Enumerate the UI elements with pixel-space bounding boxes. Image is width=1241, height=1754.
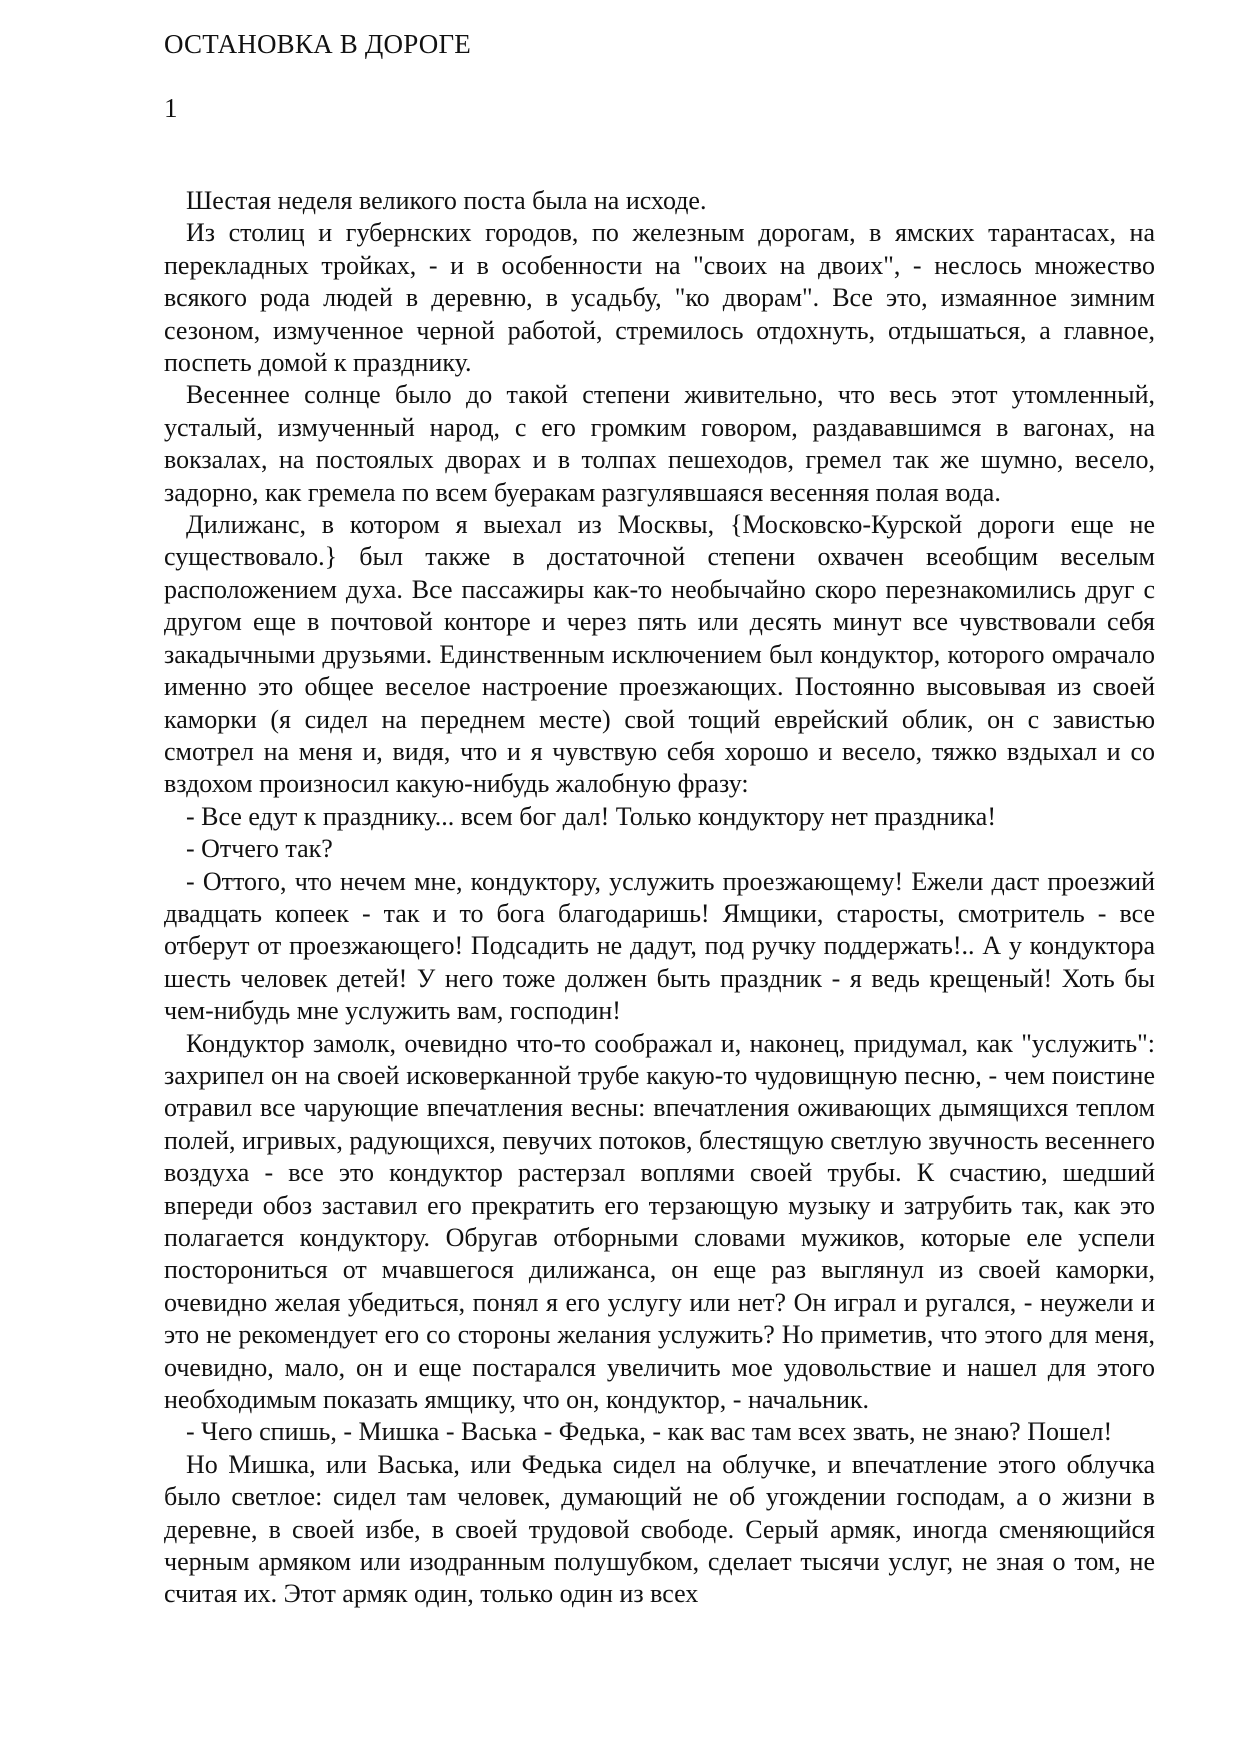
- paragraph: Шестая неделя великого поста была на исходе.: [186, 186, 707, 215]
- paragraph: Весеннее солнце было до такой степени живительно, что весь этот утомленный, усталый, измученный народ, с его громким говором, раздававшимся в вагонах, на вокзалах, на постоялых дворах и в толпах пешеходов, гремел так же шумно, весело, задорно, как гремела по всем буеракам разгулявшаяся весенняя полая вода.: [164, 380, 1155, 507]
- body-text: [164, 185, 1155, 1611]
- paragraph: Но Мишка, или Васька, или Федька сидел на облучке, и впечатление этого облучка было светлое: сидел там человек, думающий не об угождении господам, а о жизни в деревне, в своей избе, в своей трудовой свободе. Серый армяк, иногда сменяющийся черным армяком или изодранным полушубком, сделает тысячи услуг, не зная о том, не считая их. Этот армяк один, только один из всех: [164, 1449, 1155, 1609]
- document-title: ОСТАНОВКА В ДОРОГЕ: [164, 29, 471, 59]
- paragraph: Дилижанс, в котором я выехал из Москвы, {Московско-Курской дороги еще не существовало.} был также в достаточной степени охвачен всеобщим веселым расположением духа. Все пассажиры как-то необычайно скоро перезнакомились друг с другом еще в почтовой конторе и через пять или десять минут все чувствовали себя закадычными друзьями. Единственным исключением был кондуктор, которого омрачало именно это общее веселое настроение проезжающих. Постоянно высовывая из своей каморки (я сидел на переднем месте) свой тощий еврейский облик, он с завистью смотрел на меня и, видя, что и я чувствую себя хорошо и весело, тяжко вздыхал и со вздохом произносил какую-нибудь жалобную фразу:: [164, 510, 1155, 799]
- dialogue-line: - Отчего так?: [186, 834, 333, 864]
- dialogue-line: - Чего спишь, - Мишка - Васька - Федька, - как вас там всех звать, не знаю? Пошел!: [186, 1417, 1113, 1447]
- dialogue-line: - Все едут к празднику... всем бог дал! Только кондуктору нет праздника!: [186, 801, 996, 831]
- paragraph: Кондуктор замолк, очевидно что-то соображал и, наконец, придумал, как "услужить": захрипел он на своей исковерканной трубе какую-то чудовищную песню, - чем поистине отравил все чарующие впечатления весны: впечатления оживающих дымящихся теплом полей, игривых, радующихся, певучих потоков, блестящую светлую звучность весеннего воздуха - все это кондуктор растерзал воплями своей трубы. К счастию, шедший впереди обоз заставил его прекратить его терзающую музыку и затрубить так, как это полагается кондуктору. Обругав отборными словами мужиков, которые еле успели посторониться от мчавшегося дилижанса, он еще раз выглянул из своей каморки, очевидно желая убедиться, понял я его услугу или нет? Он играл и ругался, - неужели и это не рекомендует его со стороны желания услужить? Но приметив, что этого для меня, очевидно, мало, он и еще постарался увеличить мое удовольствие и нашел для этого необходимым показать ямщику, что он, кондуктор, - начальник.: [164, 1028, 1155, 1415]
- dialogue-line: - Оттого, что нечем мне, кондуктору, услужить проезжающему! Ежели даст проезжий двадцать копеек - так и то бога благодаришь! Ямщики, старосты, смотритель - все отберут от проезжающего! Подсадить не дадут, под ручку поддержать!.. А у кондуктора шесть человек детей! У него тоже должен быть праздник - я ведь крещеный! Хоть бы чем-нибудь мне услужить вам, господин!: [164, 866, 1155, 1026]
- chapter-number: 1: [164, 93, 178, 123]
- paragraph: Из столиц и губернских городов, по железным дорогам, в ямских тарантасах, на перекладных тройках, - и в особенности на "своих на двоих", - неслось множество всякого рода людей в деревню, в усадьбу, "ко дворам". Все это, измаянное зимним сезоном, измученное черной работой, стремилось отдохнуть, отдышаться, а главное, поспеть домой к празднику.: [164, 218, 1155, 378]
